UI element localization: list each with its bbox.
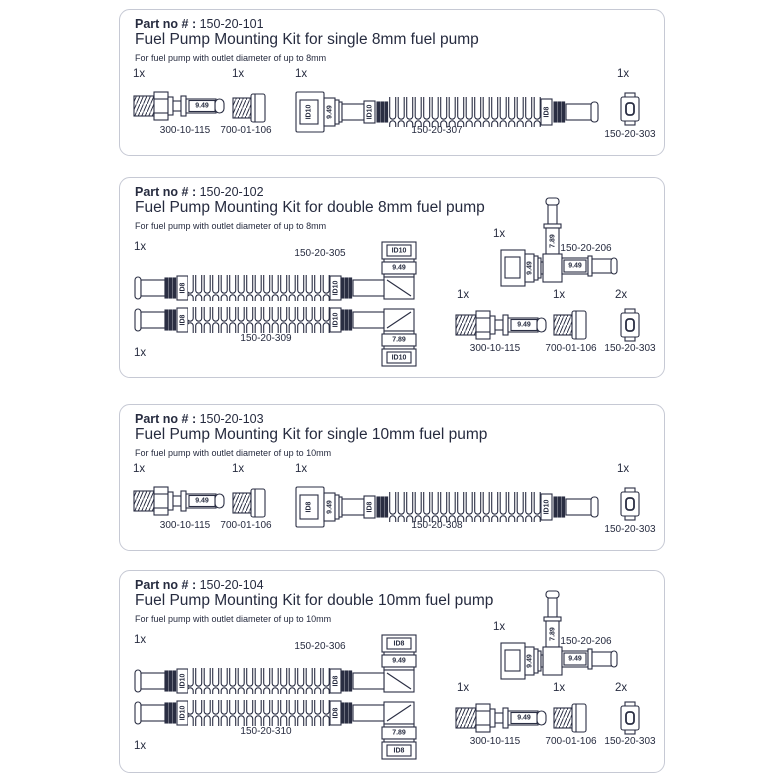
qty-label: 1x [457, 682, 470, 694]
clip-drawing [619, 308, 641, 342]
plug-icon [232, 487, 268, 519]
hose-id-label: ID8 [332, 707, 339, 719]
fitting-drawing [455, 700, 549, 736]
part-number-caption: 150-20-303 [604, 736, 656, 747]
fitting-drawing [133, 88, 227, 124]
plug-drawing [232, 487, 268, 519]
part-no-line [135, 412, 264, 426]
part-number-caption: 150-20-310 [240, 726, 292, 737]
part-number-caption: 700-01-106 [545, 343, 597, 354]
part-no-value: 150-20-104 [199, 578, 264, 592]
part-number-caption: 150-20-206 [560, 243, 612, 254]
dim-label: 9.49 [195, 102, 209, 110]
elbow-id-label: ID8 [393, 747, 405, 754]
part-no-line [135, 578, 264, 592]
kit-title: Fuel Pump Mounting Kit for double 10mm fuel pump [135, 592, 494, 609]
part-number-caption: 150-20-303 [604, 129, 656, 140]
part-number-caption: 700-01-106 [220, 125, 272, 136]
hose-id-label: ID8 [366, 501, 373, 513]
dim-label: 9.49 [526, 261, 533, 275]
qty-label: 2x [615, 289, 628, 301]
plug-icon [553, 309, 589, 341]
qty-label: 1x [232, 463, 245, 475]
qty-label: 1x [134, 740, 147, 752]
part-number-caption: 150-20-308 [411, 520, 463, 531]
dim-label: 9.49 [195, 497, 209, 505]
dim-label: 9.49 [517, 714, 531, 722]
kit-panel-101 [119, 9, 665, 156]
hose-id-label: ID10 [332, 312, 339, 328]
qty-label: 1x [134, 634, 147, 646]
part-number-caption: 300-10-115 [469, 736, 521, 747]
kit-subtitle: For fuel pump with outlet diameter of up to 10mm [135, 448, 332, 458]
elbow-id-label: ID10 [391, 247, 407, 254]
fitting-icon [133, 483, 227, 519]
fitting-icon [455, 700, 549, 736]
tee-connector-drawing [500, 591, 618, 683]
dim-label: 9.49 [392, 657, 406, 665]
kit-subtitle: For fuel pump with outlet diameter of up to 8mm [135, 53, 327, 63]
qty-label: 1x [457, 289, 470, 301]
dim-label: 7.89 [549, 234, 556, 248]
clip-icon [619, 308, 641, 342]
clip-drawing [619, 701, 641, 735]
plug-drawing [553, 702, 589, 734]
dim-label: 9.49 [392, 264, 406, 272]
part-number-caption: 700-01-106 [220, 520, 272, 531]
part-no-label: Part no # : [135, 578, 197, 592]
qty-label: 1x [553, 289, 566, 301]
plug-drawing [232, 92, 268, 124]
qty-label: 1x [232, 68, 245, 80]
hose-id-label: ID10 [332, 280, 339, 296]
dim-label: 7.89 [392, 729, 406, 737]
hose-id-label: ID8 [179, 282, 186, 294]
part-no-label: Part no # : [135, 17, 197, 31]
part-number-caption: 150-20-306 [294, 641, 346, 652]
kit-panel-104 [119, 570, 665, 773]
dim-label: 9.49 [517, 321, 531, 329]
kit-title: Fuel Pump Mounting Kit for single 10mm fuel pump [135, 426, 488, 443]
plug-icon [553, 702, 589, 734]
kit-panel-103 [119, 404, 665, 551]
part-no-label: Part no # : [135, 412, 197, 426]
qty-label: 1x [295, 463, 308, 475]
part-number-caption: 300-10-115 [159, 520, 211, 531]
kit-title: Fuel Pump Mounting Kit for double 8mm fuel pump [135, 199, 485, 216]
qty-label: 1x [617, 68, 630, 80]
hose-id-label: ID8 [332, 675, 339, 687]
tee-connector-icon [500, 591, 618, 683]
hose-end-id-label: ID10 [543, 499, 550, 515]
hose-id-label: ID8 [179, 314, 186, 326]
part-no-value: 150-20-103 [199, 412, 264, 426]
qty-label: 1x [553, 682, 566, 694]
dim-label: 9.49 [526, 654, 533, 668]
kit-title: Fuel Pump Mounting Kit for single 8mm fuel pump [135, 31, 479, 48]
hose-id-label: ID10 [179, 705, 186, 721]
fitting-drawing [455, 307, 549, 343]
part-no-line [135, 185, 264, 199]
dim-label: 7.89 [392, 336, 406, 344]
qty-label: 1x [295, 68, 308, 80]
dim-label: 9.49 [326, 500, 333, 514]
hose-id-label: ID10 [179, 673, 186, 689]
dim-label: 9.49 [568, 655, 582, 663]
tee-connector-icon [500, 198, 618, 290]
part-number-caption: 150-20-303 [604, 524, 656, 535]
elbow-id-label: ID10 [391, 354, 407, 361]
part-number-caption: 700-01-106 [545, 736, 597, 747]
part-no-label: Part no # : [135, 185, 197, 199]
qty-label: 1x [493, 228, 506, 240]
qty-label: 2x [615, 682, 628, 694]
part-no-value: 150-20-102 [199, 185, 264, 199]
part-number-caption: 300-10-115 [469, 343, 521, 354]
tee-connector-drawing [500, 198, 618, 290]
clip-icon [619, 487, 641, 521]
part-number-caption: 300-10-115 [159, 125, 211, 136]
part-number-caption: 150-20-206 [560, 636, 612, 647]
hose-id-label: ID10 [366, 104, 373, 120]
plug-icon [232, 92, 268, 124]
part-number-caption: 150-20-305 [294, 248, 346, 259]
fitting-drawing [133, 483, 227, 519]
part-number-caption: 150-20-303 [604, 343, 656, 354]
fitting-icon [133, 88, 227, 124]
qty-label: 1x [617, 463, 630, 475]
kit-panel-102 [119, 177, 665, 378]
kit-subtitle: For fuel pump with outlet diameter of up to 8mm [135, 221, 327, 231]
plug-drawing [553, 309, 589, 341]
clip-icon [619, 701, 641, 735]
part-no-line [135, 17, 264, 31]
elbow-id-label: ID8 [393, 640, 405, 647]
connector-id-label: ID8 [305, 501, 313, 513]
clip-drawing [619, 487, 641, 521]
dim-label: 7.89 [549, 627, 556, 641]
fitting-icon [455, 307, 549, 343]
part-number-caption: 150-20-307 [411, 125, 463, 136]
clip-icon [619, 92, 641, 126]
qty-label: 1x [134, 241, 147, 253]
qty-label: 1x [133, 463, 146, 475]
qty-label: 1x [134, 347, 147, 359]
qty-label: 1x [493, 621, 506, 633]
qty-label: 1x [133, 68, 146, 80]
connector-id-label: ID10 [305, 104, 313, 120]
hose-end-id-label: ID8 [543, 106, 550, 118]
dim-label: 9.49 [568, 262, 582, 270]
dim-label: 9.49 [326, 105, 333, 119]
kit-subtitle: For fuel pump with outlet diameter of up to 10mm [135, 614, 332, 624]
clip-drawing [619, 92, 641, 126]
part-number-caption: 150-20-309 [240, 333, 292, 344]
part-no-value: 150-20-101 [199, 17, 264, 31]
